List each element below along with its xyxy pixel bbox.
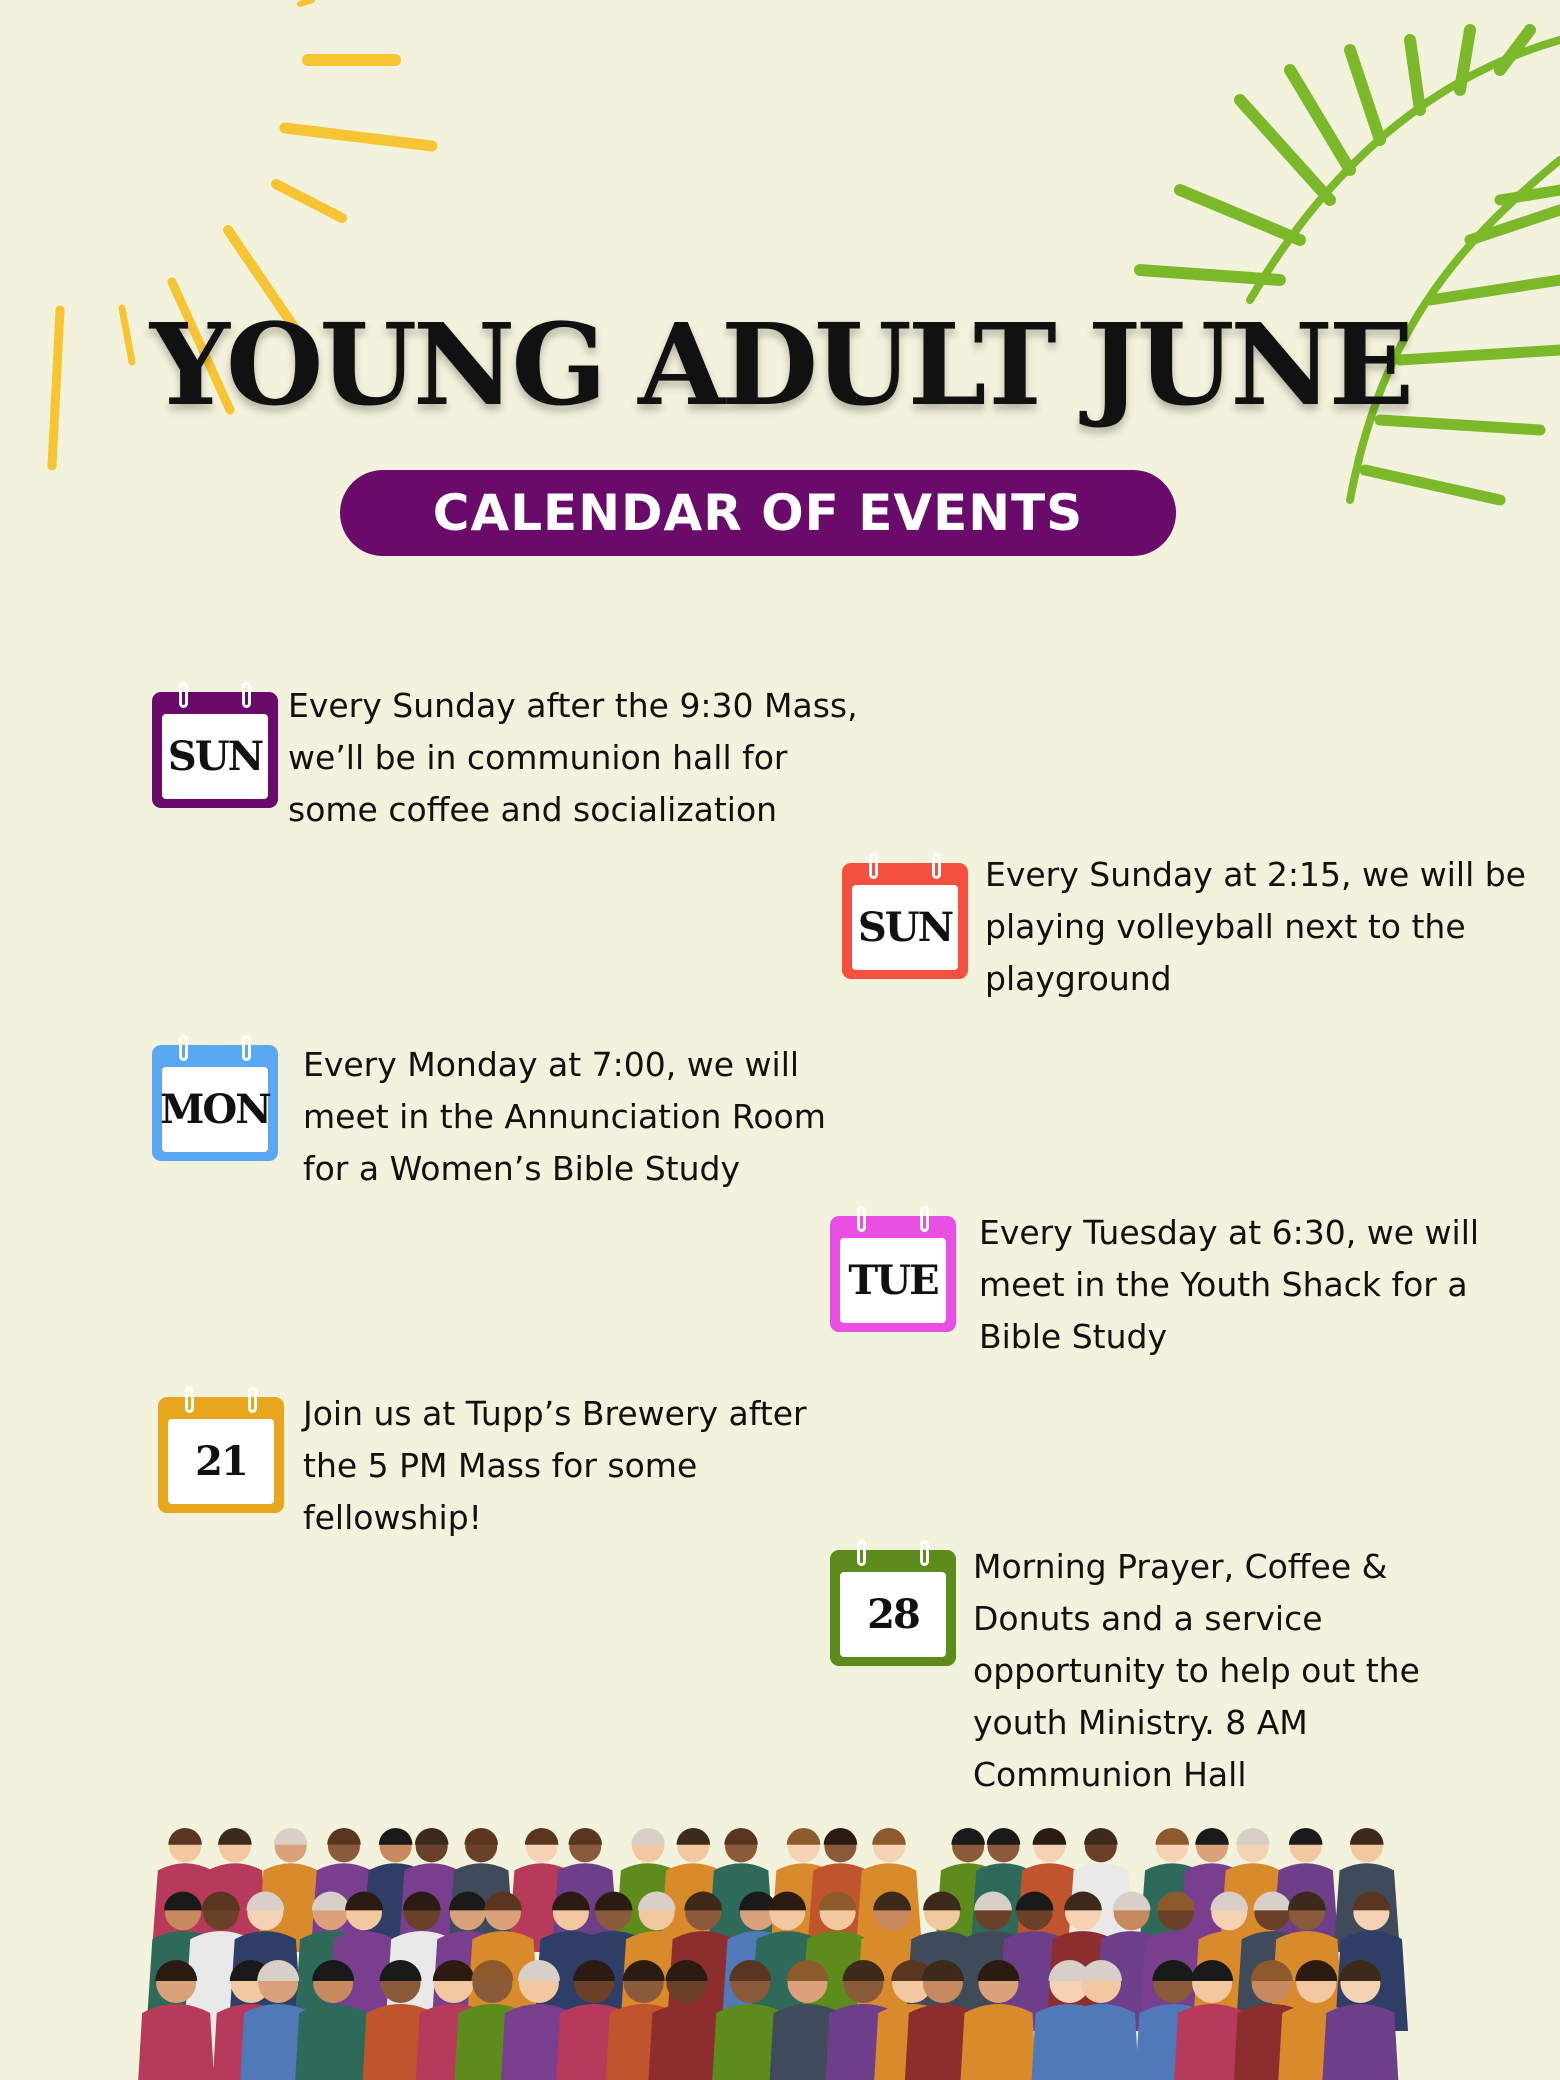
calendar-day-label: SUN bbox=[852, 885, 958, 970]
crowd-person-body bbox=[136, 2004, 216, 2080]
event-description: Every Monday at 7:00, we will meet in the Annunciation Room for a Women’s Bible Study bbox=[303, 1045, 826, 1188]
crowd-person-hair bbox=[525, 1828, 559, 1845]
page-title: YOUNG ADULT JUNE bbox=[149, 300, 1411, 431]
crowd-person-hair bbox=[168, 1828, 202, 1845]
event-description: Every Sunday at 2:15, we will be playing volleyball next to the playground bbox=[985, 855, 1526, 998]
crowd-person-hair bbox=[1033, 1828, 1067, 1845]
crowd-person-hair bbox=[218, 1828, 252, 1845]
crowd-person-body bbox=[1320, 2004, 1400, 2080]
crowd-person-hair bbox=[951, 1828, 985, 1845]
calendar-day-label: MON bbox=[162, 1067, 268, 1152]
calendar-day-label: 21 bbox=[168, 1419, 274, 1504]
calendar-day-label: SUN bbox=[162, 714, 268, 799]
crowd-person-hair bbox=[1084, 1828, 1118, 1845]
crowd-person-hair bbox=[1289, 1828, 1323, 1845]
event-description: Every Tuesday at 6:30, we will meet in the Youth Shack for a Bible Study bbox=[979, 1213, 1480, 1356]
crowd-person-hair bbox=[787, 1828, 821, 1845]
crowd-person-hair bbox=[415, 1828, 449, 1845]
crowd-person-hair bbox=[379, 1828, 413, 1845]
subtitle-text: CALENDAR OF EVENTS bbox=[432, 484, 1084, 542]
crowd-person-hair bbox=[327, 1828, 361, 1845]
calendar-day-label: TUE bbox=[840, 1238, 946, 1323]
crowd-person-hair bbox=[1236, 1828, 1270, 1845]
crowd-person-hair bbox=[987, 1828, 1021, 1845]
event-description: Morning Prayer, Coffee & Donuts and a service opportunity to help out the youth Ministry. 8 AM Communion Hall bbox=[973, 1547, 1420, 1794]
crowd-person-hair bbox=[677, 1828, 711, 1845]
event-description: Join us at Tupp’s Brewery after the 5 PM Mass for some fellowship! bbox=[303, 1394, 807, 1537]
crowd-person-hair bbox=[1155, 1828, 1189, 1845]
crowd-person-body bbox=[293, 2004, 373, 2080]
crowd-person-hair bbox=[1350, 1828, 1384, 1845]
crowd-person-hair bbox=[1195, 1828, 1229, 1845]
crowd-person-hair bbox=[274, 1828, 308, 1845]
crowd-person-hair bbox=[824, 1828, 858, 1845]
crowd-person-body bbox=[958, 2004, 1038, 2080]
crowd-person-hair bbox=[724, 1828, 758, 1845]
crowd-person-hair bbox=[464, 1828, 498, 1845]
crowd-person-hair bbox=[872, 1828, 906, 1845]
crowd-person-hair bbox=[631, 1828, 665, 1845]
calendar-day-label: 28 bbox=[840, 1572, 946, 1657]
event-description: Every Sunday after the 9:30 Mass, we’ll be in communion hall for some coffee and socialization bbox=[288, 686, 858, 829]
crowd-person-body bbox=[1061, 2004, 1141, 2080]
crowd-person-hair bbox=[568, 1828, 602, 1845]
